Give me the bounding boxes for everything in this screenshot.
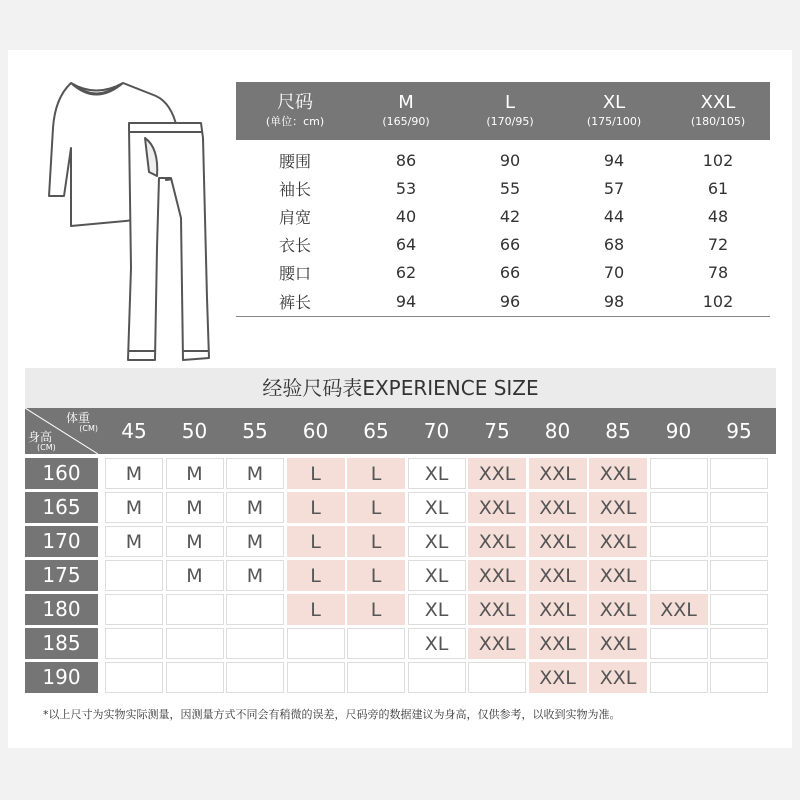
table-cell: 62 — [395, 262, 417, 282]
size-recommendation-cell: M — [226, 526, 284, 557]
size-recommendation-cell: L — [347, 560, 405, 591]
table-cell: 68 — [603, 234, 625, 254]
size-recommendation-cell: XXL — [529, 458, 587, 489]
height-header-cell: 160 — [25, 458, 98, 489]
size-recommendation-cell — [650, 458, 708, 489]
size-recommendation-cell: XXL — [468, 458, 526, 489]
size-recommendation-cell: XXL — [589, 628, 647, 659]
weight-header-cell: 90 — [665, 419, 692, 443]
size-recommendation-cell: M — [105, 526, 163, 557]
size-recommendation-cell: XXL — [529, 628, 587, 659]
size-recommendation-cell — [710, 526, 768, 557]
weight-header-cell: 50 — [181, 419, 208, 443]
table-cell: 64 — [395, 234, 417, 254]
table-cell: 42 — [499, 206, 521, 226]
size-recommendation-cell: M — [166, 560, 224, 591]
weight-header-cell: 85 — [605, 419, 631, 443]
table-cell: 55 — [499, 178, 521, 198]
size-recommendation-cell: XXL — [589, 594, 647, 625]
table-cell: 86 — [395, 150, 417, 170]
table-row — [236, 286, 770, 317]
size-recommendation-cell — [650, 492, 708, 523]
size-recommendation-cell: XXL — [589, 662, 647, 693]
table-cell: 40 — [395, 206, 417, 226]
weight-label: 体重 — [65, 411, 90, 425]
header-main: XXL — [700, 92, 736, 113]
size-recommendation-cell: XL — [408, 628, 466, 659]
size-recommendation-cell: L — [287, 560, 345, 591]
size-recommendation-cell: XXL — [468, 560, 526, 591]
table-cell: 72 — [707, 234, 729, 254]
size-recommendation-cell: XXL — [529, 662, 587, 693]
size-recommendation-cell — [226, 594, 284, 625]
weight-header-cell: 75 — [484, 419, 510, 443]
size-recommendation-cell: M — [226, 458, 284, 489]
size-recommendation-cell — [710, 594, 768, 625]
weight-header-cell: 65 — [363, 419, 389, 443]
size-recommendation-cell — [226, 628, 284, 659]
size-recommendation-cell: XXL — [468, 628, 526, 659]
size-header-cell — [458, 82, 562, 140]
table-cell: 66 — [499, 234, 521, 254]
table-cell: 66 — [499, 262, 521, 282]
size-recommendation-cell — [347, 628, 405, 659]
height-label: 身高 — [28, 430, 53, 444]
height-header-cell: 180 — [25, 594, 98, 625]
size-recommendation-cell — [468, 662, 526, 693]
size-recommendation-cell: M — [166, 526, 224, 557]
size-recommendation-cell: XXL — [529, 594, 587, 625]
header-main: M — [398, 92, 414, 113]
size-recommendation-cell — [408, 662, 466, 693]
weight-header-cell: 80 — [544, 419, 571, 443]
height-unit: (CM) — [37, 443, 56, 452]
size-recommendation-cell: L — [347, 526, 405, 557]
size-recommendation-cell — [650, 526, 708, 557]
size-recommendation-cell: XL — [408, 560, 466, 591]
size-recommendation-cell: M — [166, 492, 224, 523]
header-sub: (170/95) — [486, 115, 534, 128]
header-sub: (175/100) — [586, 115, 642, 128]
size-recommendation-cell — [650, 662, 708, 693]
height-header-cell: 165 — [25, 492, 98, 523]
table-row — [236, 258, 770, 286]
size-recommendation-cell: XXL — [650, 594, 708, 625]
size-recommendation-cell: L — [287, 492, 345, 523]
header-sub: (单位：cm) — [265, 115, 325, 128]
row-label: 袖长 — [278, 179, 311, 199]
size-recommendation-cell — [166, 594, 224, 625]
row-label: 裤长 — [236, 286, 354, 317]
size-recommendation-cell: XXL — [529, 492, 587, 523]
size-recommendation-cell: XXL — [529, 560, 587, 591]
table-cell: 98 — [562, 286, 666, 317]
size-recommendation-cell: L — [347, 594, 405, 625]
experience-size-title: 经验尺码表EXPERIENCE SIZE — [25, 368, 776, 408]
table-cell: 94 — [354, 286, 458, 317]
size-recommendation-cell: XL — [408, 594, 466, 625]
size-recommendation-cell: L — [347, 458, 405, 489]
size-recommendation-cell: L — [287, 594, 345, 625]
size-recommendation-cell — [710, 492, 768, 523]
size-recommendation-cell — [650, 560, 708, 591]
table-row — [236, 230, 770, 258]
table-cell: 78 — [707, 262, 729, 282]
table-cell: 57 — [603, 178, 625, 198]
size-recommendation-cell: M — [105, 492, 163, 523]
row-label: 腰口 — [278, 263, 311, 283]
table-cell: 102 — [702, 150, 734, 170]
size-recommendation-cell: L — [287, 458, 345, 489]
header-main: L — [504, 92, 516, 113]
size-table-header — [236, 82, 770, 140]
size-recommendation-cell: L — [287, 526, 345, 557]
size-chart-card — [8, 50, 792, 748]
weight-header-cell: 55 — [242, 419, 268, 443]
table-cell: 48 — [707, 206, 729, 226]
header-main: XL — [602, 92, 626, 113]
weight-header-cell: 45 — [121, 419, 147, 443]
size-recommendation-cell: M — [105, 458, 163, 489]
experience-size-grid — [25, 408, 776, 691]
size-recommendation-cell: XXL — [468, 492, 526, 523]
weight-header-cell: 95 — [726, 419, 752, 443]
size-recommendation-cell — [347, 662, 405, 693]
table-row — [236, 202, 770, 230]
size-recommendation-cell — [105, 560, 163, 591]
size-recommendation-cell: M — [166, 458, 224, 489]
size-recommendation-cell — [166, 628, 224, 659]
size-recommendation-cell: XXL — [589, 560, 647, 591]
size-recommendation-cell — [650, 628, 708, 659]
size-recommendation-cell: XXL — [468, 594, 526, 625]
thermal-underwear-set-icon — [31, 68, 231, 368]
weight-header-cell: 60 — [302, 419, 329, 443]
size-recommendation-cell — [105, 662, 163, 693]
table-cell: 61 — [707, 178, 729, 198]
size-recommendation-cell: XXL — [468, 526, 526, 557]
size-recommendation-cell: L — [347, 492, 405, 523]
size-recommendation-cell — [710, 458, 768, 489]
size-header-cell — [666, 82, 770, 140]
header-main: 尺码 — [277, 92, 313, 113]
size-header-cell — [354, 82, 458, 140]
height-header-cell: 175 — [25, 560, 98, 591]
height-header-cell: 170 — [25, 526, 98, 557]
size-header-cell — [562, 82, 666, 140]
table-cell: 53 — [395, 178, 417, 198]
header-sub: (165/90) — [382, 115, 430, 128]
table-cell: 44 — [603, 206, 625, 226]
size-recommendation-cell — [710, 560, 768, 591]
size-recommendation-cell — [710, 628, 768, 659]
size-recommendation-cell: XL — [408, 526, 466, 557]
header-sub: (180/105) — [690, 115, 746, 128]
size-recommendation-cell: M — [226, 492, 284, 523]
size-recommendation-cell: XXL — [589, 458, 647, 489]
footnote: *以上尺寸为实物实际测量，因测量方式不同会有稍微的误差，尺码旁的数据建议为身高，仅供参考，以收到实物为准。 — [43, 708, 621, 721]
weight-header-cell: 70 — [423, 419, 450, 443]
table-cell: 90 — [499, 150, 521, 170]
table-row — [236, 174, 770, 202]
size-recommendation-cell — [226, 662, 284, 693]
height-header-cell: 185 — [25, 628, 98, 659]
size-recommendation-cell: XXL — [589, 526, 647, 557]
table-row — [236, 146, 770, 174]
height-header-cell: 190 — [25, 662, 98, 693]
size-recommendation-cell — [105, 628, 163, 659]
size-recommendation-cell: XXL — [529, 526, 587, 557]
table-cell: 70 — [603, 262, 625, 282]
size-recommendation-cell — [105, 594, 163, 625]
table-cell: 94 — [603, 150, 625, 170]
row-label: 肩宽 — [278, 207, 311, 227]
size-recommendation-cell — [287, 628, 345, 659]
row-label: 衣长 — [278, 235, 311, 255]
size-recommendation-cell — [710, 662, 768, 693]
size-recommendation-cell: M — [226, 560, 284, 591]
size-recommendation-cell: XL — [408, 492, 466, 523]
table-cell: 102 — [666, 286, 770, 317]
table-cell: 96 — [458, 286, 562, 317]
size-recommendation-cell: XL — [408, 458, 466, 489]
size-header-cell — [236, 82, 354, 140]
corner-header — [25, 408, 98, 454]
size-recommendation-cell — [287, 662, 345, 693]
size-measurement-table — [236, 82, 770, 317]
size-recommendation-cell — [166, 662, 224, 693]
weight-unit: (CM) — [79, 424, 98, 433]
row-label: 腰围 — [278, 151, 311, 171]
size-recommendation-cell: XXL — [589, 492, 647, 523]
